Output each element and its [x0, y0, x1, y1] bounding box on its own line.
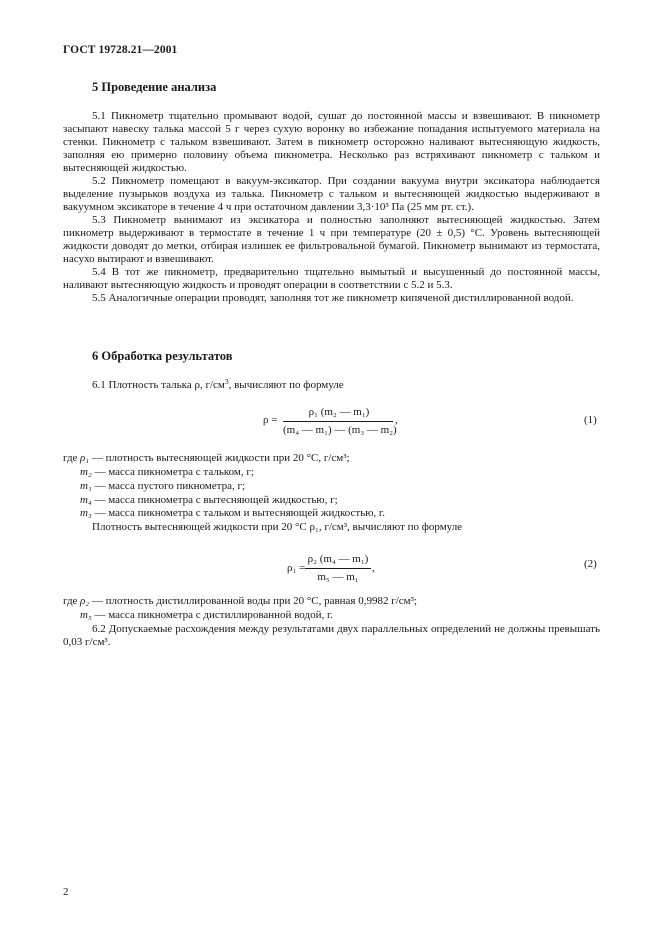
- density-intro: Плотность вытесняющей жидкости при 20 °С ρ₁, г/см³, вычисляют по формуле: [92, 521, 463, 533]
- definition-symbol: m₄: [80, 494, 92, 506]
- where-label-1: где: [63, 452, 78, 464]
- paragraph-5-4: 5.4 В тот же пикнометр, предварительно тщательно вымытый и высушенный до постоянной массы, наливают вытесняющую жидкость и проводят операции в соответствии с 5.2 и 5.3.: [63, 266, 600, 291]
- cubic-superscript: 3: [224, 377, 229, 386]
- definition-symbol: m₁: [80, 480, 92, 492]
- paragraph-5-3: 5.3 Пикнометр вынимают из эксикатора и полностью заполняют вытесняющей жидкостью. Затем пикнометр выдерживают в термостате в течение 1 ч при температуре (20 ± 0,5) °С. Уровень вытесняющей жидкости доводят до метки, отбирая излишек ее фильтровальной бумагой. Пикнометр вынимают из термостата, насухо вытирают и взвешивают.: [63, 214, 600, 265]
- definition-text: — масса пикнометра с дистиллированной водой, г.: [91, 609, 333, 621]
- definition-symbol: m₂: [80, 466, 92, 478]
- definition-symbol: ρ₁: [80, 452, 90, 464]
- definition-symbol: ρ₂: [80, 595, 90, 607]
- formula-2-numerator: ρ₂ (m₄ — m₁): [307, 553, 369, 565]
- definition-m3: [80, 507, 385, 520]
- standard-header: ГОСТ 19728.21—2001: [63, 44, 178, 56]
- formula-1-fraction-bar: [283, 421, 393, 422]
- where-label-2: где: [63, 595, 78, 607]
- formula-2-tail: ,: [372, 562, 375, 574]
- paragraph-5-2: 5.2 Пикнометр помещают в вакуум-эксикатор. При создании вакуума внутри эксикатора наблюдается выделение пузырьков воздуха из талька. Пикнометр с тальком и вытесняющей жидкостью выдерживают в вакуумном эксикаторе в течение 4 ч при остаточном давлении 3,3·10³ Па (25 мм рт. ст.).: [63, 175, 600, 213]
- paragraph-6-1-text: 6.1 Плотность талька ρ, г/см: [92, 379, 225, 391]
- formula-1-tail: ,: [395, 414, 398, 426]
- paragraph-6-1: [92, 379, 344, 392]
- formula-1-denominator: (m₄ — m₁) — (m₃ — m₂): [283, 424, 397, 436]
- formula-2-number: (2): [584, 558, 597, 570]
- section-6-title: 6 Обработка результатов: [92, 349, 233, 363]
- section-5-title: 5 Проведение анализа: [92, 80, 217, 94]
- definition-text: — плотность вытесняющей жидкости при 20 °С, г/см³;: [89, 452, 350, 464]
- definition-rho2: [80, 595, 417, 608]
- definition-symbol: m₅: [80, 609, 92, 621]
- formula-2-denominator: m₅ — m₁: [317, 571, 359, 583]
- formula-2-fraction-bar: [305, 568, 371, 569]
- page-number: 2: [63, 886, 69, 898]
- formula-2-lhs: ρ₁ =: [287, 562, 306, 574]
- definition-m2: [80, 466, 254, 479]
- definition-symbol: m₃: [80, 507, 92, 519]
- definition-text: — масса пикнометра с вытесняющей жидкостью, г;: [91, 494, 338, 506]
- formula-1-numerator: ρ₁ (m₂ — m₁): [308, 406, 370, 418]
- section-5-body: [63, 110, 600, 305]
- paragraph-6-2: 6.2 Допускаемые расхождения между результатами двух параллельных определений не должны превышать 0,03 г/см³.: [63, 623, 600, 648]
- definition-m5: [80, 609, 333, 622]
- paragraph-5-5: 5.5 Аналогичные операции проводят, заполняя тот же пикнометр кипяченой дистиллированной водой.: [92, 292, 574, 304]
- definition-text: — масса пикнометра с тальком, г;: [91, 466, 254, 478]
- paragraph-5-1: 5.1 Пикнометр тщательно промывают водой, сушат до постоянной массы и взвешивают. В пикнометр засыпают навеску талька массой 5 г через сухую воронку во избежание попадания испытуемого материала на стенки. Пикнометр с тальком взвешивают. Затем в пикнометр осторожно наливают вытесняющую жидкость, заполняя ею примерно половину объема пикнометра. Несколько раз встряхивают пикнометр с тальком и вытесняющей жидкостью.: [63, 110, 600, 174]
- formula-1-number: (1): [584, 414, 597, 426]
- definition-text: — масса пустого пикнометра, г;: [91, 480, 246, 492]
- definition-m4: [80, 494, 338, 507]
- paragraph-6-2-block: [63, 623, 600, 649]
- definition-text: — плотность дистиллированной воды при 20 °С, равная 0,9982 г/см³;: [89, 595, 417, 607]
- paragraph-6-1-tail: , вычисляют по формуле: [228, 379, 344, 391]
- definition-m1: [80, 480, 245, 493]
- formula-1-lhs: ρ =: [263, 414, 278, 426]
- definition-text: — масса пикнометра с тальком и вытесняющей жидкостью, г.: [91, 507, 385, 519]
- definition-rho1: [80, 452, 350, 465]
